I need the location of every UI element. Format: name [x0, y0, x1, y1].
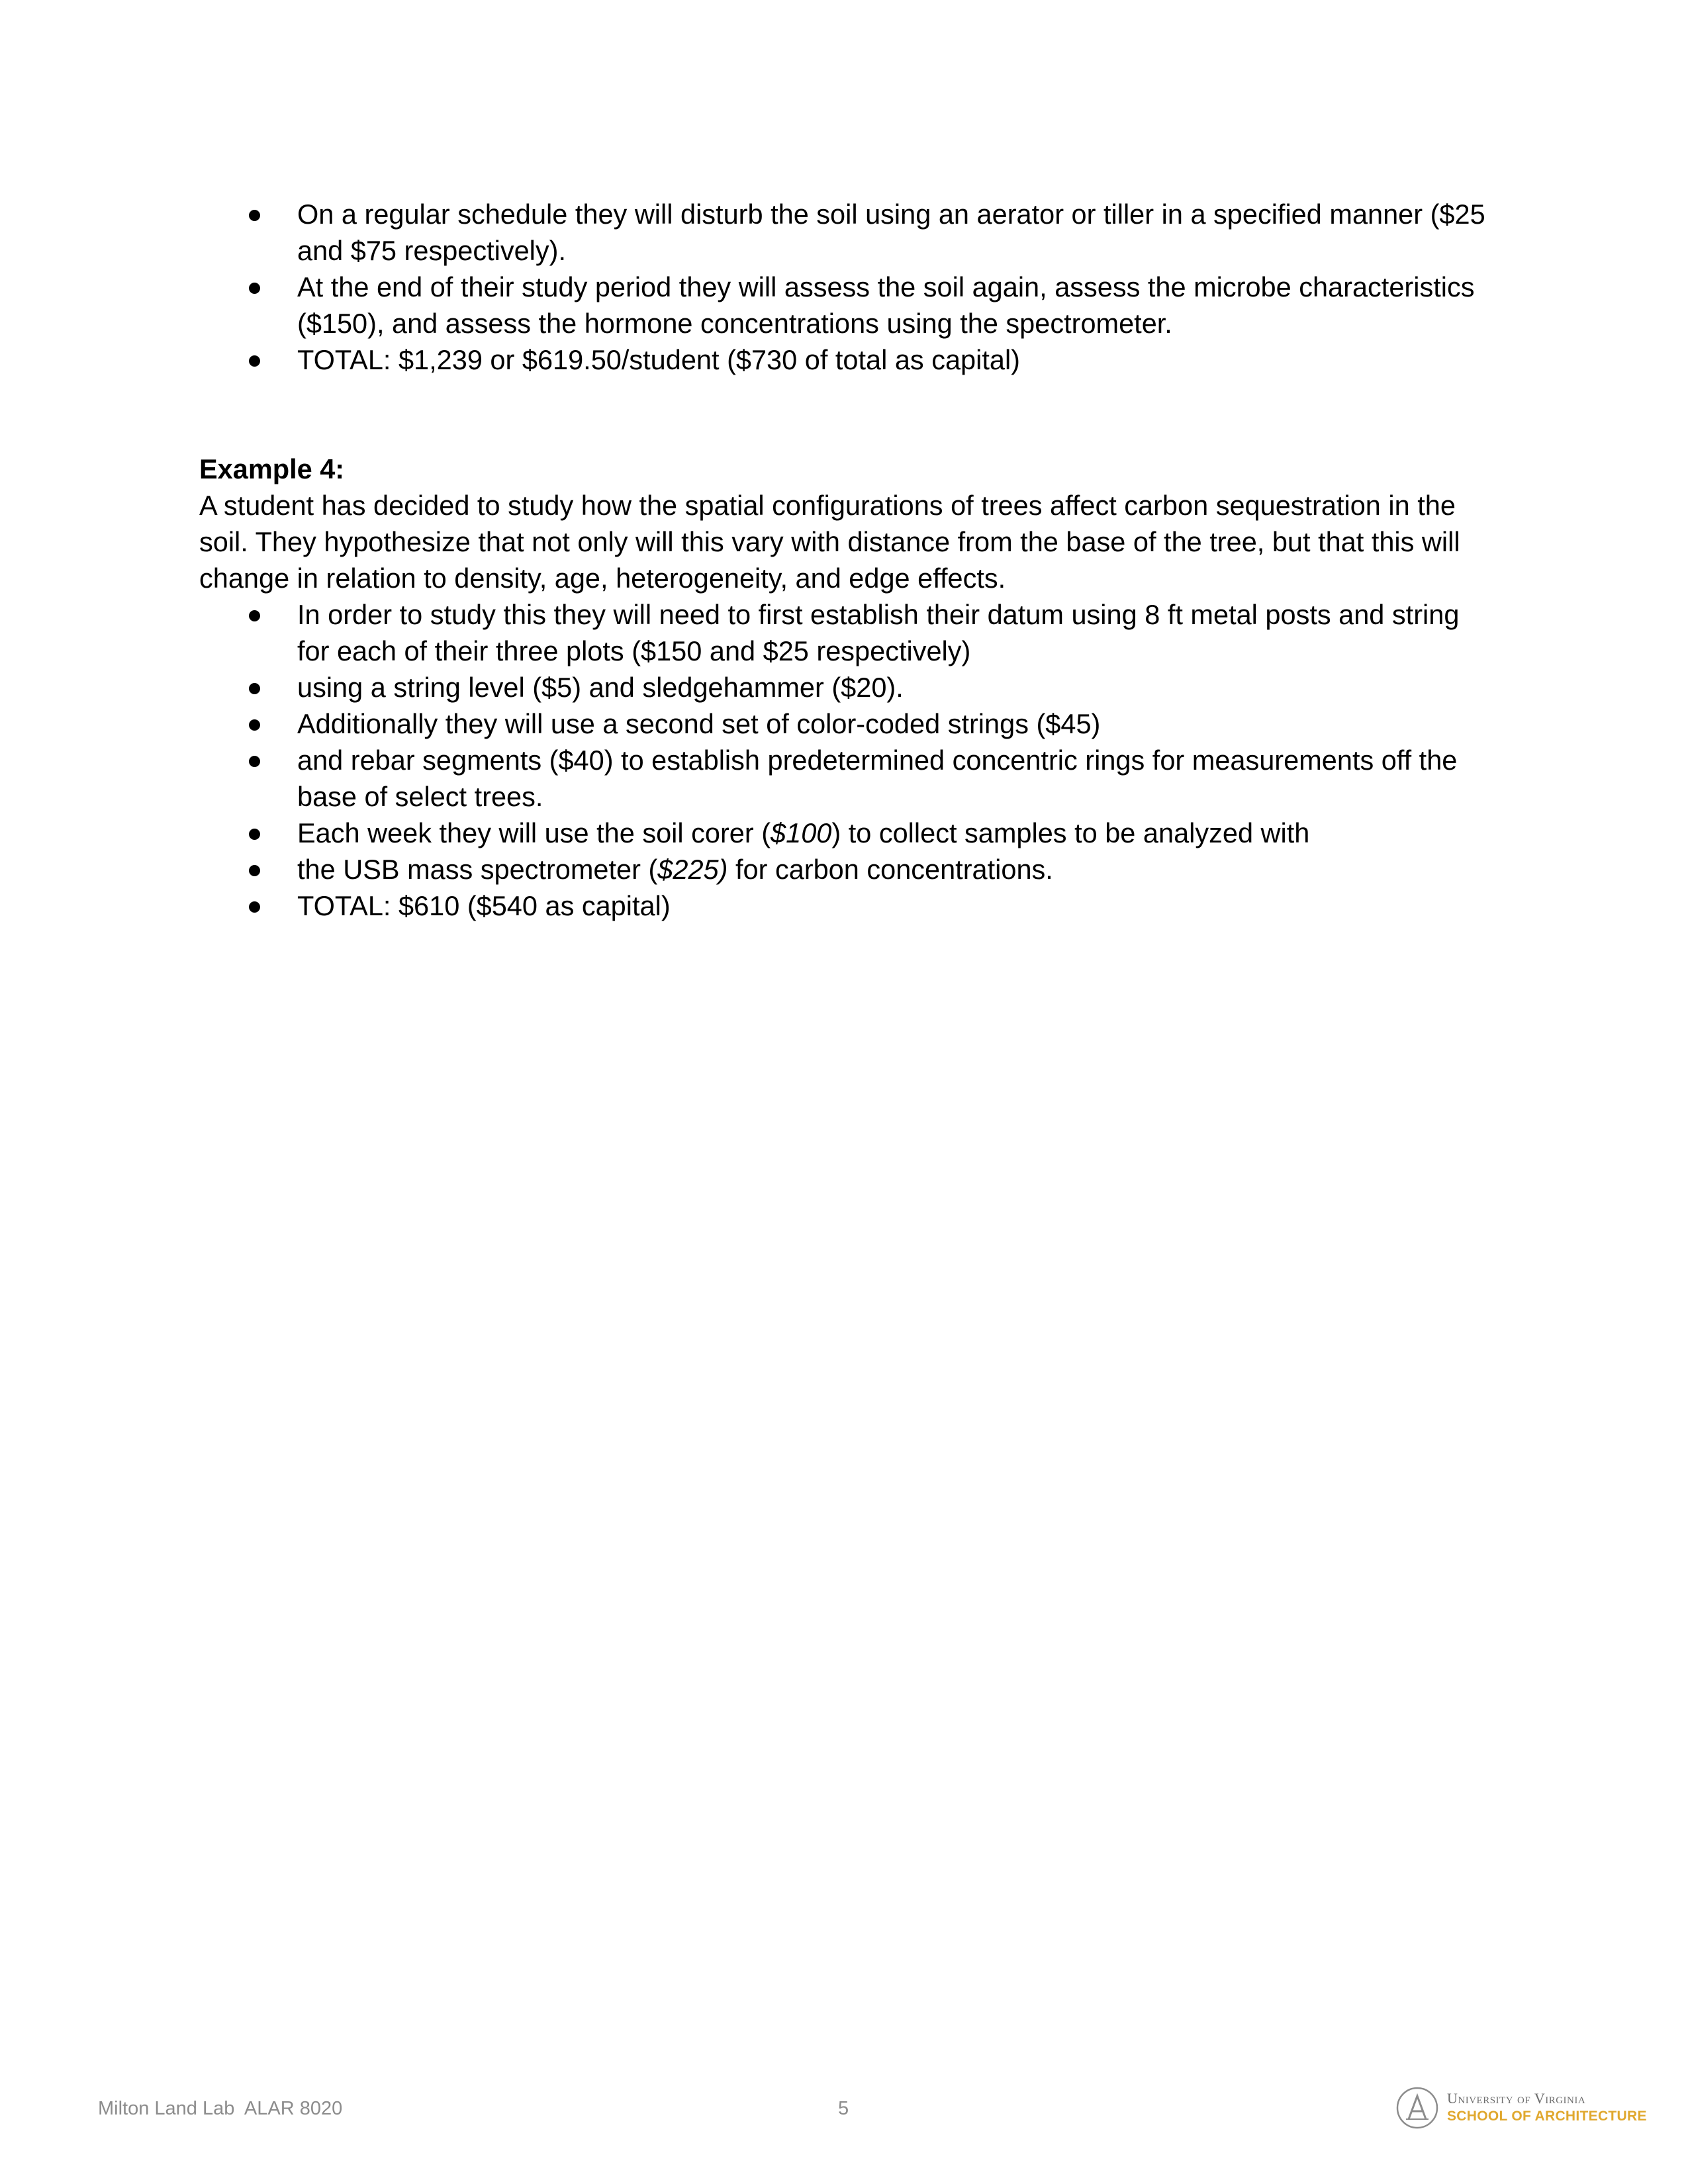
footer-course-label: Milton Land Lab ALAR 8020 — [98, 2098, 343, 2119]
list-item: Additionally they will use a second set of color-coded strings ($45) — [199, 705, 1490, 742]
list-item: At the end of their study period they will assess the soil again, assess the microbe characteristics ($150), and assess the hormone concentrations using the spectrometer. — [199, 269, 1490, 341]
logo-school-text: SCHOOL OF ARCHITECTURE — [1447, 2109, 1647, 2124]
section-spacer — [199, 378, 1490, 451]
item-price-italic: $100 — [771, 817, 832, 848]
list-item: using a string level ($5) and sledgehammer ($20). — [199, 669, 1490, 705]
page-number: 5 — [838, 2098, 849, 2119]
item-text: Each week they will use the soil corer ( — [297, 817, 771, 848]
list-item: In order to study this they will need to first establish their datum using 8 ft metal posts and string for each of their three plots ($150 and $25 respectively) — [199, 596, 1490, 669]
list-item: On a regular schedule they will disturb the soil using an aerator or tiller in a specified manner ($25 and $75 respectively). — [199, 196, 1490, 269]
uva-architecture-logo — [1395, 2086, 1647, 2134]
item-text: the USB mass spectrometer ( — [297, 854, 658, 885]
logo-a-icon — [1395, 2086, 1439, 2130]
example-intro-paragraph: A student has decided to study how the spatial configurations of trees affect carbon sequestration in the soil. They hypothesize that not only will this vary with distance from the base of the tree, but that this will change in relation to density, age, heterogeneity, and edge effects. — [199, 490, 1460, 594]
continued-bullet-list — [199, 196, 1490, 378]
page-content — [199, 196, 1490, 924]
item-text: ) to collect samples to be analyzed with — [831, 817, 1310, 848]
list-item: TOTAL: $1,239 or $619.50/student ($730 of total as capital) — [199, 341, 1490, 378]
example-heading: Example 4: — [199, 453, 345, 484]
list-item: and rebar segments ($40) to establish predetermined concentric rings for measurements off the base of select trees. — [199, 742, 1490, 815]
list-item — [199, 851, 1490, 887]
item-text: for carbon concentrations. — [727, 854, 1053, 885]
example-bullet-list — [199, 596, 1490, 924]
logo-university-text: University of Virginia — [1447, 2090, 1586, 2107]
item-price-italic: $225) — [657, 854, 728, 885]
list-item — [199, 815, 1490, 851]
list-item: TOTAL: $610 ($540 as capital) — [199, 887, 1490, 924]
